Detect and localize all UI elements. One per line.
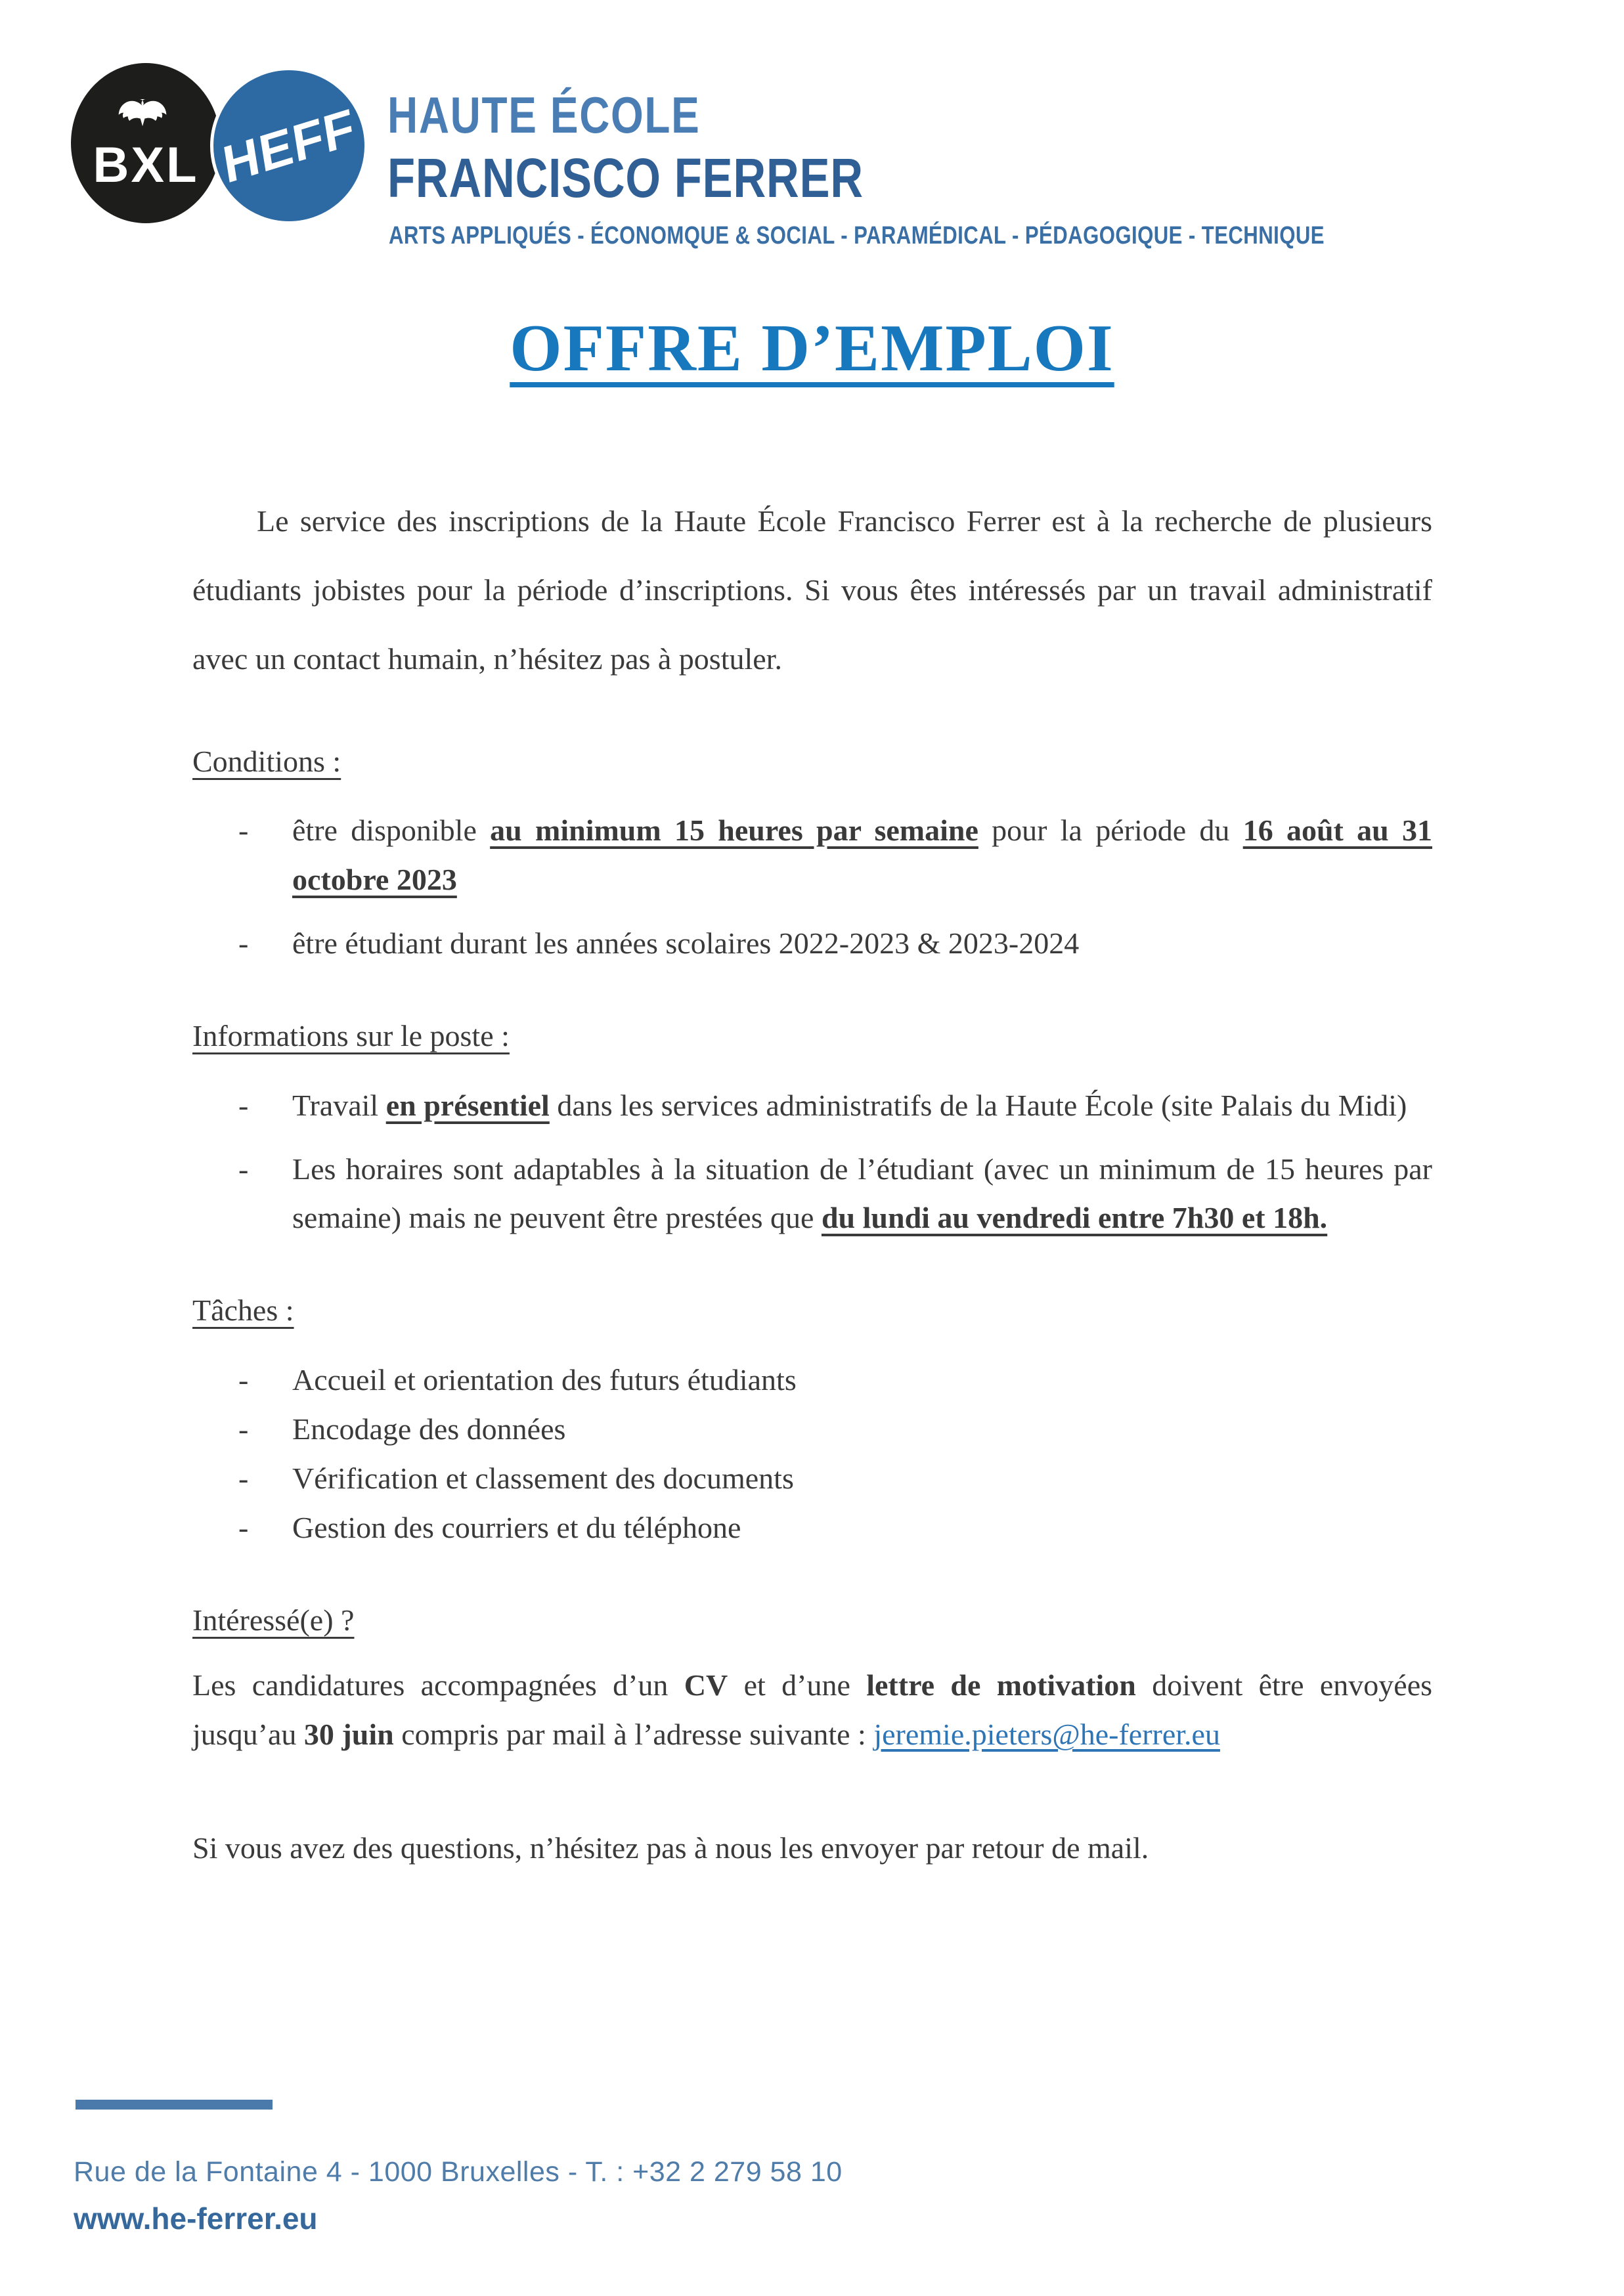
school-name — [387, 84, 864, 210]
infos-heading: Informations sur le poste : — [192, 1019, 510, 1053]
list-item — [192, 1504, 1432, 1553]
bullet-dash: - — [238, 1088, 249, 1122]
list-item — [192, 806, 1432, 905]
list-item — [192, 1145, 1432, 1244]
bullet-dash: - — [238, 1510, 249, 1544]
list-item — [192, 1454, 1432, 1504]
infos-list — [192, 1081, 1432, 1244]
footer-accent-bar — [76, 2100, 273, 2110]
bullet-dash: - — [238, 1152, 249, 1186]
school-logo — [71, 63, 368, 225]
list-item — [192, 1405, 1432, 1454]
interesse-heading: Intéressé(e) ? — [192, 1603, 355, 1637]
conditions-list — [192, 806, 1432, 968]
heff-label: HEFF — [219, 97, 359, 195]
bullet-dash: - — [238, 926, 249, 961]
taches-heading: Tâches : — [192, 1293, 294, 1328]
bxl-label: BXL — [93, 137, 199, 193]
taches-item-4-text: Gestion des courriers et du téléphone — [292, 1510, 741, 1544]
closing-paragraph: Si vous avez des questions, n’hésitez pas à nous les envoyer par retour de mail. — [192, 1831, 1149, 1865]
list-item — [192, 1356, 1432, 1405]
infos-item-2-text: Les horaires sont adaptables à la situation de l’étudiant (avec un minimum de 15 heures par semaine) mais ne peuvent être prestées que du lundi au vendredi entre 7h30 et 18h. — [292, 1152, 1432, 1235]
bullet-dash: - — [238, 1362, 249, 1397]
departments-tagline: ARTS APPLIQUÉS - ÉCONOMQUE & SOCIAL - PARAMÉDICAL - PÉDAGOGIQUE - TECHNIQUE — [389, 222, 1325, 249]
footer-address: Rue de la Fontaine 4 - 1000 Bruxelles - T. : +32 2 279 58 10 — [74, 2156, 843, 2188]
conditions-item-2-text: être étudiant durant les années scolaires 2022-2023 & 2023-2024 — [292, 926, 1080, 961]
infos-item-1-text: Travail en présentiel dans les services administratifs de la Haute École (site Palais du Midi) — [292, 1088, 1407, 1122]
school-name-line1: HAUTE ÉCOLE — [387, 86, 701, 144]
brussels-bird-icon — [112, 96, 180, 139]
list-item — [192, 1081, 1432, 1131]
document-body — [192, 487, 1432, 1873]
footer-website: www.he-ferrer.eu — [74, 2201, 318, 2236]
list-item — [192, 919, 1432, 968]
conditions-heading: Conditions : — [192, 744, 341, 778]
page-title: OFFRE D’EMPLOI — [510, 311, 1114, 385]
bullet-dash: - — [238, 813, 249, 848]
conditions-item-1-text: être disponible au minimum 15 heures par semaine pour la période du 16 août au 31 octobre 2023 — [292, 813, 1433, 897]
taches-list — [192, 1356, 1432, 1553]
bullet-dash: - — [238, 1412, 249, 1446]
taches-item-2-text: Encodage des données — [292, 1412, 566, 1446]
title-row — [0, 310, 1624, 387]
bxl-logo-badge — [71, 63, 221, 223]
intro-paragraph: Le service des inscriptions de la Haute École Francisco Ferrer est à la recherche de plusieurs étudiants jobistes pour la période d’inscriptions. Si vous êtes intéressés par un travail administratif avec un contact humain, n’hésitez pas à postuler. — [192, 504, 1432, 676]
taches-item-3-text: Vérification et classement des documents — [292, 1461, 794, 1495]
school-name-line2: FRANCISCO FERRER — [387, 147, 864, 209]
heff-logo-badge — [210, 67, 368, 225]
taches-item-1-text: Accueil et orientation des futurs étudiants — [292, 1362, 797, 1397]
application-paragraph: Les candidatures accompagnées d’un CV et d’une lettre de motivation doivent être envoyées jusqu’au 30 juin compris par mail à l’adresse suivante : jeremie.pieters@he-ferrer.eu — [192, 1668, 1433, 1752]
bullet-dash: - — [238, 1461, 249, 1495]
email-link[interactable]: jeremie.pieters@he-ferrer.eu — [873, 1718, 1220, 1752]
